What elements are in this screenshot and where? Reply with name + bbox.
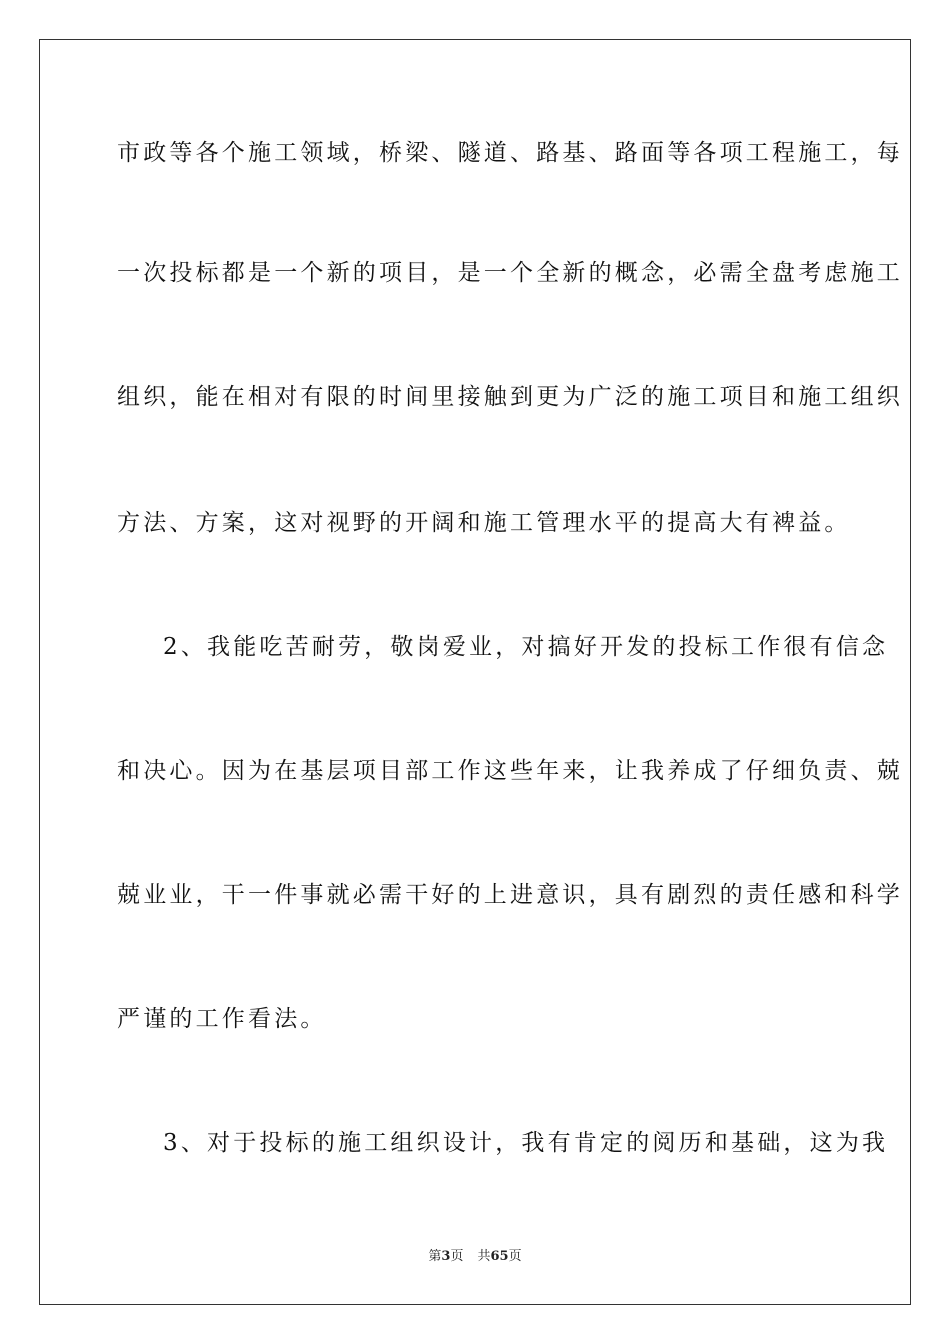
total-prefix: 共 — [477, 1249, 491, 1264]
body-line-1: 市政等各个施工领域，桥梁、隧道、路基、路面等各项工程施工，每 — [117, 140, 903, 166]
page-number: 3 — [441, 1249, 451, 1264]
page-border — [39, 39, 911, 1305]
total-pages: 65 — [490, 1249, 509, 1264]
total-suffix: 页 — [508, 1249, 522, 1264]
body-line-2: 一次投标都是一个新的项目，是一个全新的概念，必需全盘考虑施工 — [117, 260, 903, 286]
paragraph-2-line-1: 2、我能吃苦耐劳，敬岗爱业，对搞好开发的投标工作很有信念 — [163, 634, 889, 660]
paragraph-2-line-4: 严谨的工作看法。 — [117, 1006, 327, 1032]
paragraph-2-line-3: 兢业业，干一件事就必需干好的上进意识，具有剧烈的责任感和科学 — [117, 882, 903, 908]
paragraph-2-line-2: 和决心。因为在基层项目部工作这些年来，让我养成了仔细负责、兢 — [117, 758, 903, 784]
page-suffix: 页 — [450, 1249, 464, 1264]
paragraph-3-line-1: 3、对于投标的施工组织设计，我有肯定的阅历和基础，这为我 — [163, 1130, 889, 1156]
body-line-3: 组织，能在相对有限的时间里接触到更为广泛的施工项目和施工组织 — [117, 384, 903, 410]
page-footer — [0, 1248, 950, 1266]
page-prefix: 第 — [428, 1249, 442, 1264]
body-line-4: 方法、方案，这对视野的开阔和施工管理水平的提高大有裨益。 — [117, 510, 851, 536]
